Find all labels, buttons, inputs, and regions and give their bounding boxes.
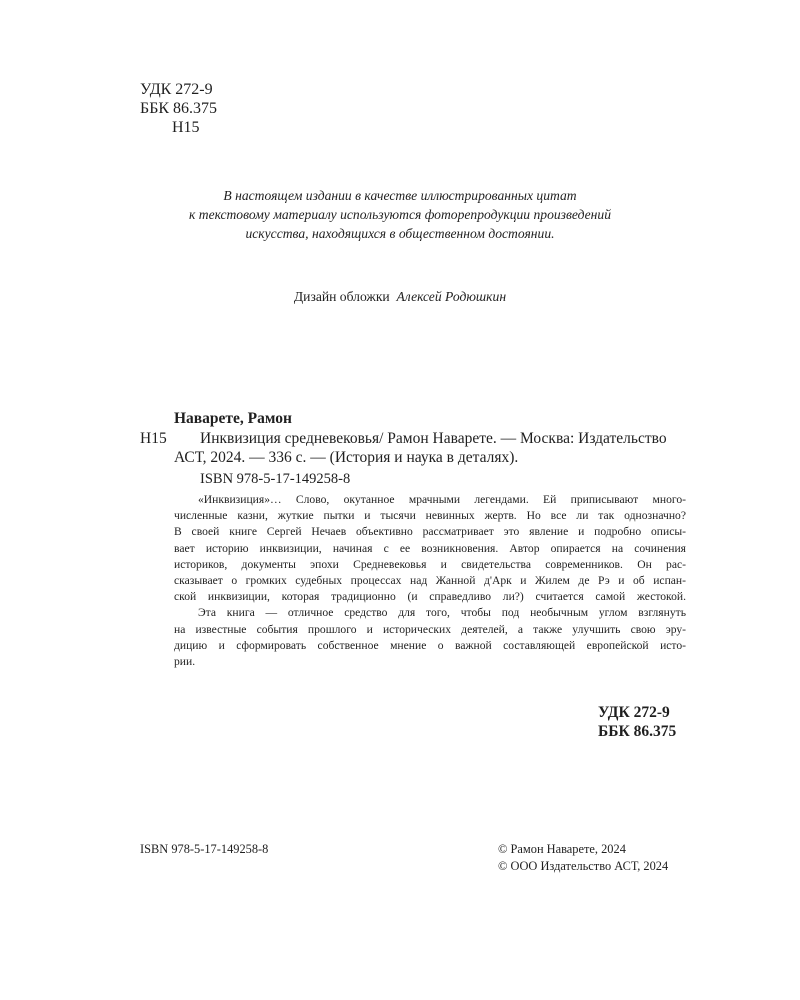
illustration-notice xyxy=(100,186,700,243)
classification-top xyxy=(140,80,217,137)
citation-line: Инквизиция средневековья/ Рамон Наварете. — Москва: Издательство xyxy=(200,430,667,447)
catalog-author-heading: Наварете, Рамон xyxy=(174,410,292,427)
annotation xyxy=(174,492,686,670)
copyright-publisher: © ООО Издательство АСТ, 2024 xyxy=(498,859,669,873)
annotation-line: «Инквизиция»… Слово, окутанное мрачными легендами. Ей приписывают много- xyxy=(198,493,686,506)
bbk-code: ББК 86.375 xyxy=(140,100,218,117)
catalog-citation xyxy=(174,429,686,467)
notice-line: к текстовому материалу используются фоторепродукции произведений xyxy=(189,207,611,222)
notice-line: искусства, находящихся в общественном достоянии. xyxy=(245,226,555,241)
catalog-author-mark: Н15 xyxy=(140,430,167,447)
notice-line: В настоящем издании в качестве иллюстрированных цитат xyxy=(223,188,577,203)
cover-design-label: Дизайн обложки xyxy=(293,289,390,304)
udk-code: УДК 272-9 xyxy=(140,81,213,98)
classification-bottom xyxy=(598,703,676,741)
annotation-line: сказывает о громких судебных процессах над Жанной д'Арк и Жилем де Рэ и об испан- xyxy=(174,574,686,588)
annotation-line: численные казни, жуткие пытки и тысячи невинных жертв. Но все ли так однозначно? xyxy=(174,509,686,523)
udk-code: УДК 272-9 xyxy=(598,704,670,721)
citation-line: АСТ, 2024. — 336 с. — (История и наука в деталях). xyxy=(174,449,519,466)
annotation-line: В своей книге Сергей Нечаев объективно рассматривает это явление и подробно описы- xyxy=(174,525,686,539)
copyright-author: © Рамон Наварете, 2024 xyxy=(498,842,626,856)
annotation-line: историков, документы эпохи Средневековья и свидетельства современников. Он рас- xyxy=(174,557,686,571)
bbk-code: ББК 86.375 xyxy=(598,723,677,740)
annotation-line: вает историю инквизиции, начиная с ее возникновения. Автор опирается на сочинения xyxy=(174,541,686,555)
annotation-line: Эта книга — отличное средство для того, чтобы под необычным углом взглянуть xyxy=(198,606,686,620)
annotation-line: на известные события прошлого и исторических деятелей, а также улучшить свою эру- xyxy=(174,622,686,636)
annotation-line: ской инквизиции, которая традиционно (и справедливо ли?) считается самой жестокой. xyxy=(174,590,686,604)
cover-designer-name: Алексей Родюшкин xyxy=(396,289,507,304)
annotation-line: дицию и сформировать собственное мнение о важной составляющей европейской исто- xyxy=(174,638,686,652)
cover-design-credit xyxy=(100,287,700,306)
author-mark: Н15 xyxy=(172,119,200,136)
catalog-isbn: ISBN 978-5-17-149258-8 xyxy=(200,471,351,487)
copyright-block xyxy=(498,841,668,875)
annotation-line: рии. xyxy=(174,655,196,669)
footer-isbn: ISBN 978-5-17-149258-8 xyxy=(140,842,269,856)
